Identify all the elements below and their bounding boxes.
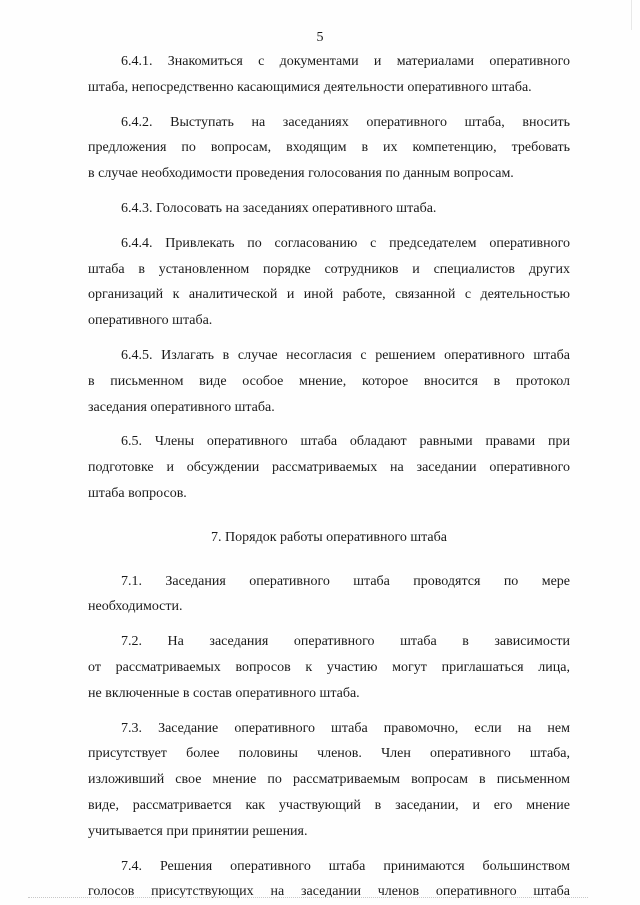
- clause-6-4-4: [88, 231, 570, 334]
- text-line: штаба, непосредственно касающимися деятельности оперативного штаба.: [88, 79, 532, 95]
- text-line: штаба вопросов.: [88, 485, 187, 501]
- text-line: предложения по вопросам, входящим в их компетенцию, требовать: [88, 140, 570, 156]
- document-body: [88, 49, 570, 905]
- text-line: 7.1. Заседания оперативного штаба проводятся по мере: [121, 573, 570, 589]
- clause-6-4-2: [88, 110, 570, 187]
- text-line: изложивший свое мнение по рассматриваемым вопросам в письменном: [88, 772, 570, 788]
- paragraph-gap: [88, 101, 570, 110]
- paragraph-gap: [88, 187, 570, 196]
- text-line: 6.4.1. Знакомиться с документами и материалами оперативного: [121, 54, 570, 69]
- text-line: учитывается при принятии решения.: [88, 823, 308, 839]
- text-line: 6.5. Члены оперативного штаба обладают равными правами при: [121, 434, 570, 450]
- clause-6-4-5: [88, 343, 570, 420]
- text-line: 6.4.4. Привлекать по согласованию с председателем оперативного: [121, 235, 570, 251]
- scan-bottom-edge: [28, 897, 588, 899]
- clause-6-4-3: [88, 196, 570, 222]
- paragraph-gap: [88, 222, 570, 231]
- clause-6-5: [88, 429, 570, 506]
- text-line: организаций к аналитической и иной работе, связанной с деятельностью: [88, 287, 570, 303]
- text-line: 7.4. Решения оперативного штаба принимаются большинством: [121, 858, 570, 874]
- text-line: 6.4.3. Голосовать на заседаниях оперативного штаба.: [121, 200, 437, 216]
- text-line: в письменном виде особое мнение, которое вносится в протокол: [88, 373, 570, 389]
- paragraph-gap: [88, 334, 570, 343]
- text-line: 6.4.5. Излагать в случае несогласия с решением оперативного штаба: [121, 347, 570, 363]
- text-line: 7.3. Заседание оперативного штаба правомочно, если на нем: [121, 720, 570, 736]
- text-line: необходимости.: [88, 599, 183, 615]
- text-line: заседания оперативного штаба.: [88, 399, 275, 415]
- text-line: оперативного штаба.: [88, 313, 213, 329]
- clause-7-3: [88, 716, 570, 845]
- text-line: в случае необходимости проведения голосования по данным вопросам.: [88, 166, 514, 182]
- paragraph-gap: [88, 845, 570, 854]
- clause-6-4-1: [88, 49, 570, 101]
- text-line: 6.4.2. Выступать на заседаниях оперативного штаба, вносить: [121, 114, 570, 130]
- section-heading: 7. Порядок работы оперативного штаба: [211, 529, 447, 545]
- clause-7-2: [88, 629, 570, 706]
- text-line: голосов присутствующих на заседании членов оперативного штаба: [88, 884, 570, 900]
- text-line: виде, рассматривается как участвующий в заседании, и его мнение: [88, 797, 570, 813]
- paragraph-gap: [88, 620, 570, 629]
- text-line: присутствует более половины членов. Член оперативного штаба,: [88, 746, 570, 762]
- clause-7-1: [88, 569, 570, 621]
- scan-edge-mark: [631, 0, 634, 30]
- text-line: подготовке и обсуждении рассматриваемых на заседании оперативного: [88, 460, 570, 476]
- text-line: не включенные в состав оперативного штаба.: [88, 685, 360, 701]
- paragraph-gap: [88, 707, 570, 716]
- text-line: от рассматриваемых вопросов к участию могут приглашаться лица,: [88, 659, 570, 675]
- page-number: 5: [316, 30, 324, 45]
- text-line: штаба в установленном порядке сотрудников и специалистов других: [88, 261, 570, 277]
- text-line: 7.2. На заседания оперативного штаба в зависимости: [121, 634, 570, 650]
- paragraph-gap: [88, 420, 570, 429]
